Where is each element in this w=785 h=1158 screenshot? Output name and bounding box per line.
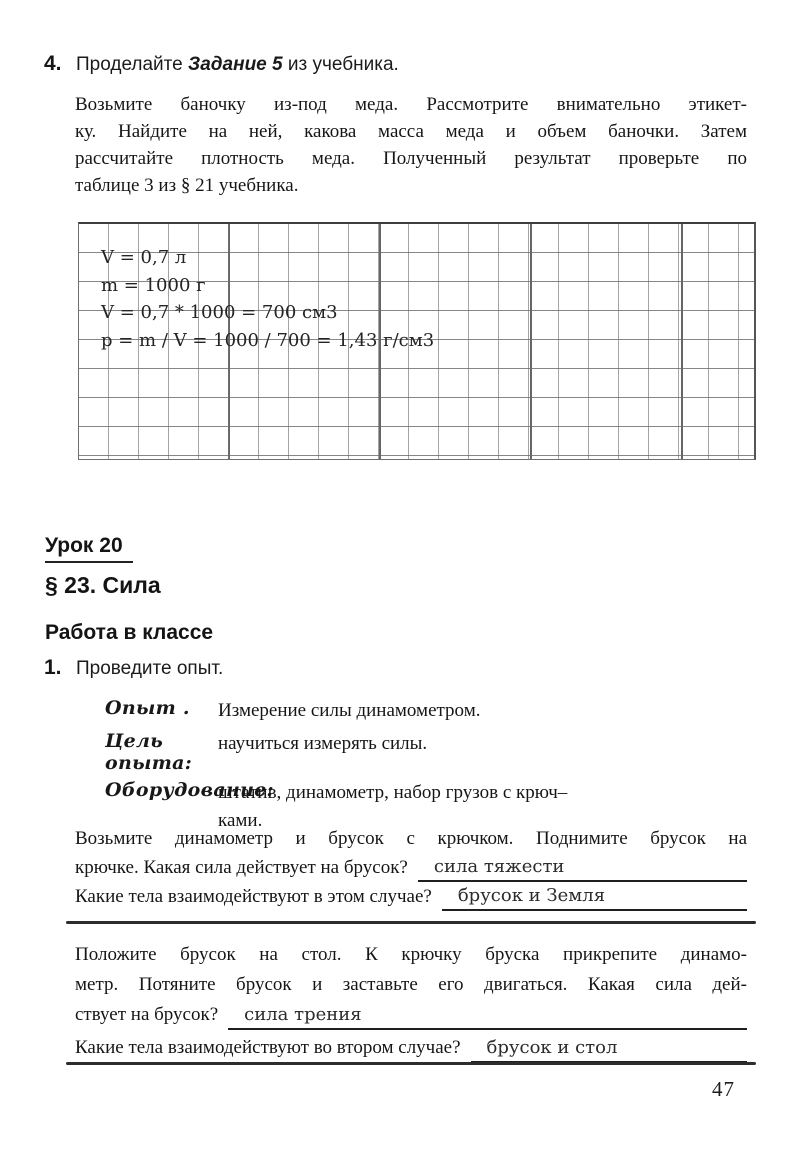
paragraph-line: Возьмите динамометр и брусок с крючком. Поднимите брусок на (75, 828, 747, 849)
section-title: § 23. Сила (45, 572, 161, 598)
paragraph-line: Возьмите баночку из-под меда. Рассмотрите внимательно этикет- (75, 94, 747, 115)
footer-divider (66, 1062, 756, 1065)
experiment-label: Оборудование: (105, 779, 274, 801)
question-text: Какие тела взаимодействуют в этом случае? (75, 886, 432, 907)
question-text: Какие тела взаимодействуют во втором случае? (75, 1037, 461, 1058)
experiment-label: Опыт . (105, 697, 190, 719)
work-line: V = 0,7 * 1000 = 700 см3 (101, 302, 338, 323)
answer-blank-friction: сила трения (228, 1004, 747, 1030)
qa-block-2 (75, 940, 747, 1063)
work-line: m = 1000 г (101, 274, 206, 296)
paragraph-line: рассчитайте плотность меда. Полученный результат проверьте по (75, 148, 747, 169)
work-line: p = m / V = 1000 / 700 = 1,43 г/см3 (101, 329, 435, 351)
experiment-value-line: штатив, динамометр, набор грузов с крюч– (218, 782, 568, 803)
task-4-number: 4. (44, 52, 62, 75)
question-line (75, 882, 747, 911)
section-divider (66, 921, 756, 924)
experiment-row (105, 730, 747, 774)
answer-blank-bodies-2: брусок и стол (471, 1037, 747, 1063)
experiment-value-line: ками. (218, 810, 263, 831)
experiment-block (105, 697, 747, 835)
lesson-label: Урок 20 (45, 534, 133, 563)
answer-blank-gravity: сила тяжести (418, 856, 747, 882)
paragraph-line: метр. Потяните брусок и заставьте его двигаться. Какая сила дей- (75, 974, 747, 995)
work-line: V = 0,7 л (101, 247, 187, 268)
task-4-intro-prefix: Проделайте (76, 54, 188, 75)
experiment-value: Измерение силы динамометром. (218, 700, 481, 721)
paragraph-line: Положите брусок на стол. К крючку бруска прикрепите динамо- (75, 944, 747, 965)
experiment-label: Цель опыта: (105, 730, 193, 774)
answer-blank-bodies-1: брусок и Земля (442, 885, 747, 911)
paragraph-line: ку. Найдите на ней, какова масса меда и объем баночки. Затем (75, 121, 747, 142)
question-text: крючке. Какая сила действует на брусок? (75, 857, 408, 878)
task-4-intro-suffix: из учебника. (282, 54, 399, 75)
graph-paper-answer-area (78, 222, 756, 460)
experiment-value: научиться измерять силы. (218, 733, 428, 754)
question-text: ствует на брусок? (75, 1004, 219, 1025)
task-4-paragraph (75, 91, 747, 199)
task-1-text: Проведите опыт. (76, 658, 224, 679)
qa-block-1 (75, 824, 747, 911)
task-4-intro-emphasis: Задание 5 (188, 54, 283, 75)
question-line (75, 1033, 747, 1063)
paragraph-line: таблице 3 из § 21 учебника. (75, 175, 299, 196)
question-line (75, 1000, 747, 1030)
classwork-subtitle: Работа в классе (45, 621, 214, 644)
page-number: 47 (712, 1077, 735, 1101)
task-1-number: 1. (44, 656, 62, 679)
experiment-row (105, 697, 747, 725)
question-line (75, 853, 747, 882)
handwritten-work (101, 244, 434, 354)
task-4-intro (76, 54, 399, 76)
